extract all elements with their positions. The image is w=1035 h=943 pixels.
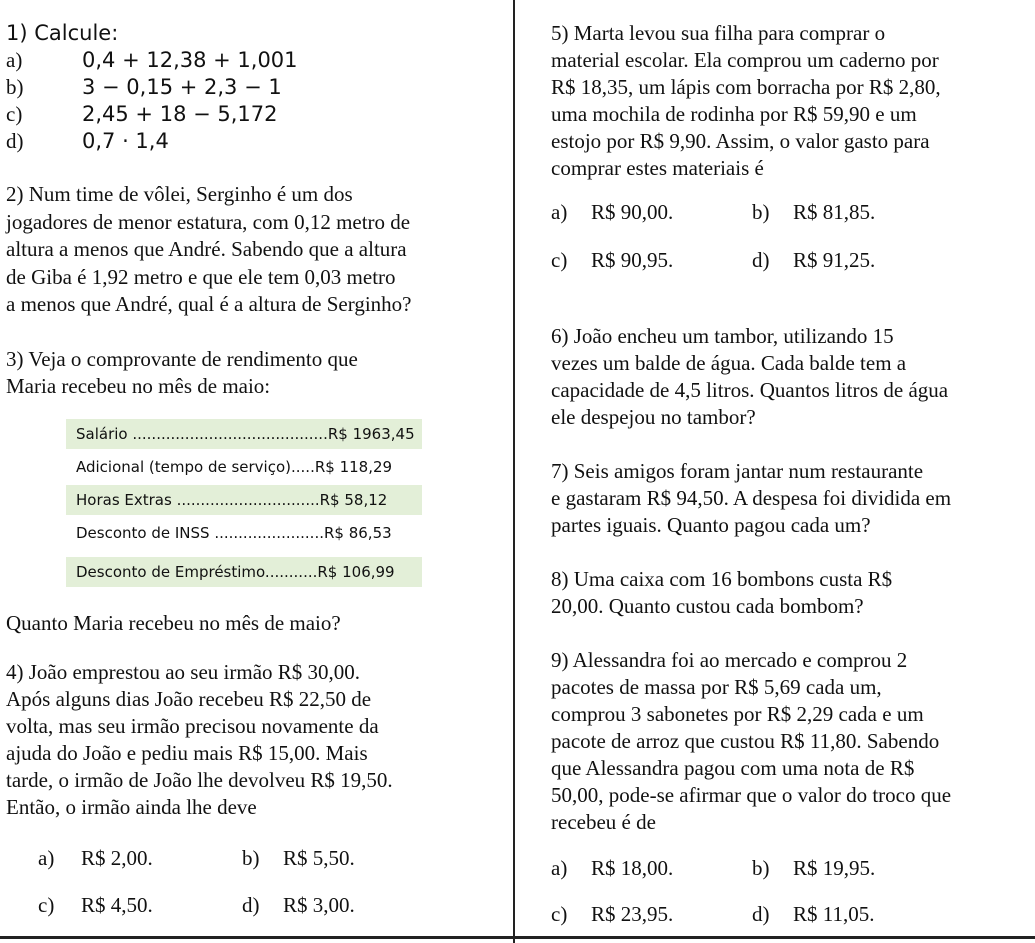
q5-line-3: R$ 18,35, um lápis com borracha por R$ 2,80,: [551, 75, 941, 99]
q4-line-6: Então, o irmão ainda lhe deve: [6, 795, 257, 819]
q9-line-3: comprou 3 sabonetes por R$ 2,29 cada e um: [551, 702, 924, 726]
q4-option-a-value: R$ 2,00.: [81, 846, 153, 870]
q5-line-2: material escolar. Ela comprou um caderno por: [551, 48, 939, 72]
q4-line-3: volta, mas seu irmão precisou novamente da: [6, 714, 379, 738]
q7-line-1: 7) Seis amigos foram jantar num restaurante: [551, 459, 924, 483]
q4-line-5: tarde, o irmão de João lhe devolveu R$ 19,50.: [6, 768, 393, 792]
q5-option-b-letter: b): [752, 200, 770, 224]
q5-option-d-value: R$ 91,25.: [793, 248, 876, 272]
q4-option-d-letter: d): [242, 893, 260, 917]
receipt-row-adicional: Adicional (tempo de serviço).....R$ 118,29: [76, 458, 393, 476]
q1-b-letter: b): [6, 75, 24, 99]
q1-b-expr: 3 − 0,15 + 2,3 − 1: [82, 75, 282, 99]
receipt-row-horas-extras: Horas Extras ..............................R$ 58,12: [66, 485, 422, 515]
q2-line-3: altura a menos que André. Sabendo que a altura: [6, 237, 407, 261]
q9-line-2: pacotes de massa por R$ 5,69 cada um,: [551, 675, 882, 699]
q5-option-b-value: R$ 81,85.: [793, 200, 876, 224]
q7-line-3: partes iguais. Quanto pagou cada um?: [551, 513, 871, 537]
q5-option-c-letter: c): [551, 248, 568, 272]
q5-line-5: estojo por R$ 9,90. Assim, o valor gasto para: [551, 129, 930, 153]
q5-line-6: comprar estes materiais é: [551, 156, 764, 180]
q4-option-b-value: R$ 5,50.: [283, 846, 355, 870]
q7-line-2: e gastaram R$ 94,50. A despesa foi dividida em: [551, 486, 952, 510]
q1-c-expr: 2,45 + 18 − 5,172: [82, 102, 278, 126]
q4-line-1: 4) João emprestou ao seu irmão R$ 30,00.: [6, 660, 361, 684]
q9-line-5: que Alessandra pagou com uma nota de R$: [551, 756, 915, 780]
q3-line-2: Maria recebeu no mês de maio:: [6, 374, 271, 398]
q9-line-1: 9) Alessandra foi ao mercado e comprou 2: [551, 648, 908, 672]
q5-option-a-value: R$ 90,00.: [591, 200, 674, 224]
q2-line-5: a menos que André, qual é a altura de Serginho?: [6, 292, 412, 316]
q9-option-c-letter: c): [551, 902, 568, 926]
q4-line-4: ajuda do João e pediu mais R$ 15,00. Mais: [6, 741, 368, 765]
q1-a-letter: a): [6, 48, 23, 72]
receipt-row-salario: Salário .........................................R$ 1963,45: [66, 419, 422, 449]
q3-question: Quanto Maria recebeu no mês de maio?: [6, 611, 341, 635]
q3-line-1: 3) Veja o comprovante de rendimento que: [6, 347, 358, 371]
receipt-row-desconto-emprestimo: Desconto de Empréstimo...........R$ 106,99: [66, 557, 422, 587]
q1-c-letter: c): [6, 102, 23, 126]
q1-a-expr: 0,4 + 12,38 + 1,001: [82, 48, 298, 72]
q8-line-1: 8) Uma caixa com 16 bombons custa R$: [551, 567, 893, 591]
q5-option-a-letter: a): [551, 200, 568, 224]
q5-option-c-value: R$ 90,95.: [591, 248, 674, 272]
q1-title: 1) Calcule:: [6, 21, 119, 45]
q8-line-2: 20,00. Quanto custou cada bombom?: [551, 594, 864, 618]
q4-line-2: Após alguns dias João recebeu R$ 22,50 de: [6, 687, 372, 711]
q9-line-7: recebeu é de: [551, 810, 656, 834]
q4-option-c-letter: c): [38, 893, 55, 917]
q9-option-b-letter: b): [752, 856, 770, 880]
q4-option-d-value: R$ 3,00.: [283, 893, 355, 917]
q2-line-2: jogadores de menor estatura, com 0,12 metro de: [6, 210, 411, 234]
q1-d-letter: d): [6, 129, 24, 153]
q9-option-a-letter: a): [551, 856, 568, 880]
receipt-row-desconto-inss: Desconto de INSS .......................R$ 86,53: [76, 524, 392, 542]
q4-option-a-letter: a): [38, 846, 55, 870]
q9-option-d-value: R$ 11,05.: [793, 902, 875, 926]
q2-line-4: de Giba é 1,92 metro e que ele tem 0,03 metro: [6, 265, 396, 289]
q9-option-d-letter: d): [752, 902, 770, 926]
q1-d-expr: 0,7 · 1,4: [82, 129, 169, 153]
q6-line-3: capacidade de 4,5 litros. Quantos litros de água: [551, 378, 949, 402]
q6-line-1: 6) João encheu um tambor, utilizando 15: [551, 324, 894, 348]
q9-option-a-value: R$ 18,00.: [591, 856, 674, 880]
column-divider: [513, 0, 515, 943]
bottom-rule: [0, 936, 1035, 939]
q9-option-b-value: R$ 19,95.: [793, 856, 876, 880]
q6-line-4: ele despejou no tambor?: [551, 405, 756, 429]
q9-line-4: pacote de arroz que custou R$ 11,80. Sabendo: [551, 729, 940, 753]
q4-option-b-letter: b): [242, 846, 260, 870]
q5-line-4: uma mochila de rodinha por R$ 59,90 e um: [551, 102, 917, 126]
q5-line-1: 5) Marta levou sua filha para comprar o: [551, 21, 886, 45]
q9-line-6: 50,00, pode-se afirmar que o valor do troco que: [551, 783, 952, 807]
q2-line-1: 2) Num time de vôlei, Serginho é um dos: [6, 182, 353, 206]
q6-line-2: vezes um balde de água. Cada balde tem a: [551, 351, 907, 375]
q5-option-d-letter: d): [752, 248, 770, 272]
q4-option-c-value: R$ 4,50.: [81, 893, 153, 917]
q9-option-c-value: R$ 23,95.: [591, 902, 674, 926]
